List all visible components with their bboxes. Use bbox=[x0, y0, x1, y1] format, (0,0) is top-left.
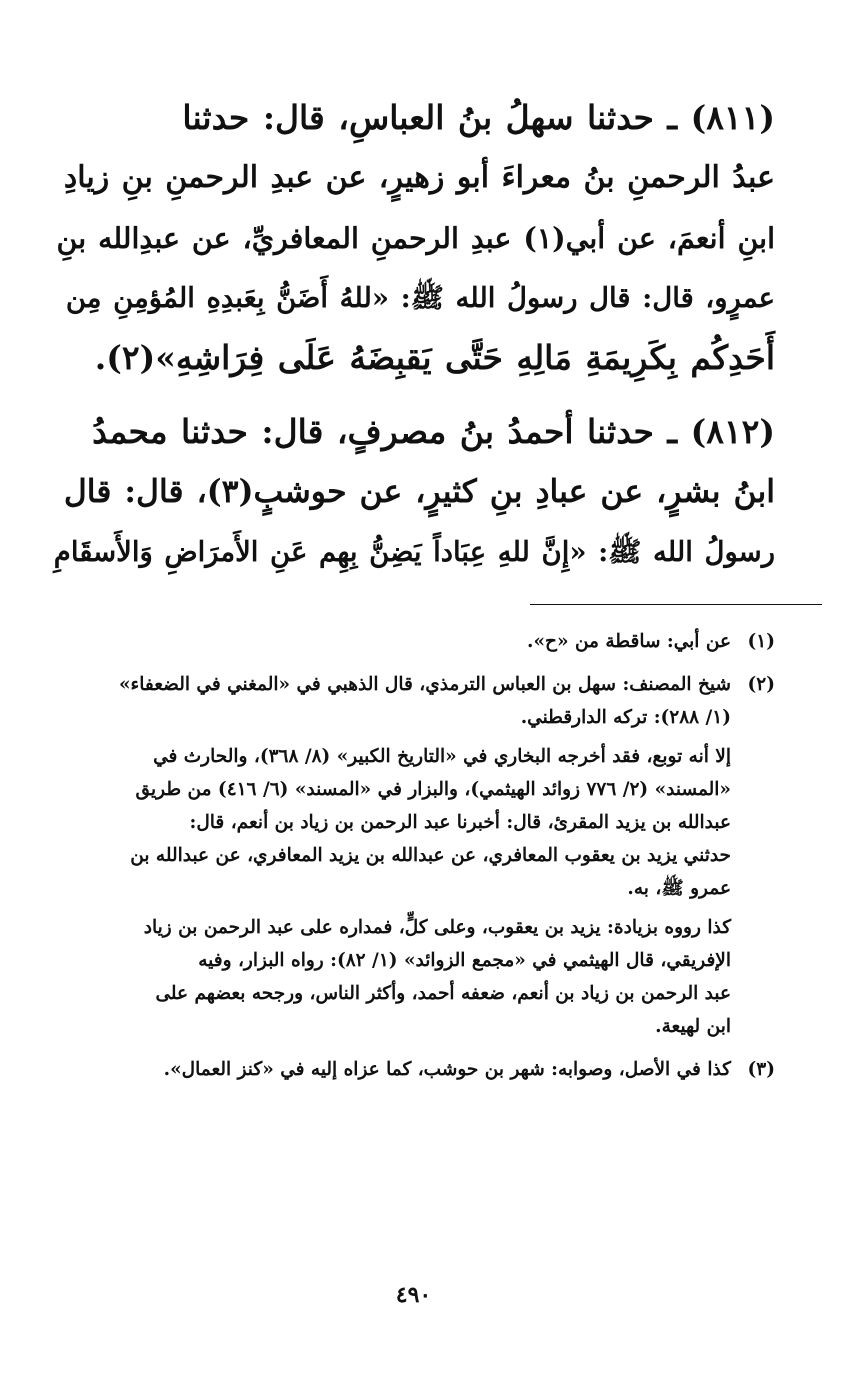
hadith-812 bbox=[54, 402, 775, 582]
hadith-811 bbox=[54, 88, 775, 388]
footnote-mark: (١) bbox=[747, 631, 775, 652]
footnote-2 bbox=[54, 668, 775, 1049]
footnote-line: شيخ المصنف: سهل بن العباس الترمذي، قال الذهبي في «المغني في الضعفاء» bbox=[118, 674, 731, 695]
footnote-body bbox=[54, 625, 731, 664]
footnote-line: عن أبي: ساقطة من «ح». bbox=[527, 631, 731, 652]
footnote-body bbox=[54, 668, 731, 1049]
footnote-line: عبدالله بن يزيد المقرئ، قال: أخبرنا عبد الرحمن بن زياد بن أنعم، قال: bbox=[189, 812, 731, 833]
footnote-paragraph bbox=[54, 668, 731, 734]
text-line: (٨١٢) ـ حدثنا أحمدُ بنُ مصرفٍ، قال: حدثنا محمدُ bbox=[92, 412, 775, 451]
footnote-body bbox=[54, 1053, 731, 1092]
text-line: ابنُ بشرٍ، عن عبادِ بنِ كثيرٍ، عن حوشبٍ(٣)، قال: قال bbox=[63, 473, 775, 510]
footnote-line: إلا أنه توبع، فقد أخرجه البخاري في «التاريخ الكبير» (٨/ ٣٦٨)، والحارث في bbox=[153, 746, 731, 767]
footnote-3 bbox=[54, 1053, 775, 1092]
text-line: (٨١١) ـ حدثنا سهلُ بنُ العباسِ، قال: حدثنا bbox=[182, 98, 775, 137]
footnote-paragraph bbox=[54, 740, 731, 905]
footnote-paragraph bbox=[54, 625, 731, 658]
footnote-line: الإفريقي، قال الهيثمي في «مجمع الزوائد» (١/ ٨٢): رواه البزار، وفيه bbox=[198, 950, 731, 971]
footnote-1 bbox=[54, 625, 775, 664]
footnote-line: حدثني يزيد بن يعقوب المعافري، عن عبدالله بن يزيد المعافري، عن عبدالله بن bbox=[130, 845, 731, 866]
footnotes bbox=[54, 625, 775, 1092]
footnote-line: «المسند» (٢/ ٧٧٦ زوائد الهيثمي)، والبزار في «المسند» (٦/ ٤١٦) من طريق bbox=[135, 779, 731, 800]
footnote-line: كذا رووه بزيادة: يزيد بن يعقوب، وعلى كلٍّ، فمداره على عبد الرحمن بن زياد bbox=[143, 917, 731, 938]
footnote-line: عبد الرحمن بن زياد بن أنعم، ضعفه أحمد، وأكثر الناس، ورجحه بعضهم على bbox=[155, 983, 731, 1004]
footnote-line: كذا في الأصل، وصوابه: شهر بن حوشب، كما عزاه إليه في «كنز العمال». bbox=[163, 1059, 731, 1080]
text-line: رسولُ الله ﷺ: «إِنَّ للهِ عِبَاداً يَضِنُّ بِهِم عَنِ الأَمرَاضِ وَالأَسقَامِ bbox=[53, 536, 775, 568]
footnote-separator-wrap bbox=[54, 604, 775, 605]
text-line: عمرٍو، قال: قال رسولُ الله ﷺ: «للهُ أَضَنُّ بِعَبدِهِ المُؤمِنِ مِن bbox=[65, 282, 775, 314]
footnote-paragraph bbox=[54, 1053, 731, 1086]
page-number: ٤٩٠ bbox=[395, 1282, 432, 1308]
footnote-line: عمرو ﷺ، به. bbox=[627, 878, 731, 899]
text-line: ابنِ أنعمَ، عن أبي(١) عبدِ الرحمنِ المعافريِّ، عن عبدِالله بنِ bbox=[56, 221, 775, 255]
footnote-mark: (٢) bbox=[747, 674, 775, 695]
text-line: أَحَدِكُم بِكَرِيمَةِ مَالِهِ حَتَّى يَقبِضَهُ عَلَى فِرَاشِهِ»(٢). bbox=[94, 338, 775, 377]
main-text bbox=[54, 88, 775, 582]
footnote-line: (١/ ٢٨٨): تركه الدارقطني. bbox=[520, 707, 731, 728]
text-line: عبدُ الرحمنِ بنُ معراءَ أبو زهيرٍ، عن عبدِ الرحمنِ بنِ زيادِ bbox=[63, 160, 775, 195]
footnote-paragraph bbox=[54, 911, 731, 1043]
footnote-separator bbox=[530, 604, 822, 605]
footnote-mark: (٣) bbox=[747, 1059, 775, 1080]
footnote-line: ابن لهيعة. bbox=[655, 1016, 731, 1037]
